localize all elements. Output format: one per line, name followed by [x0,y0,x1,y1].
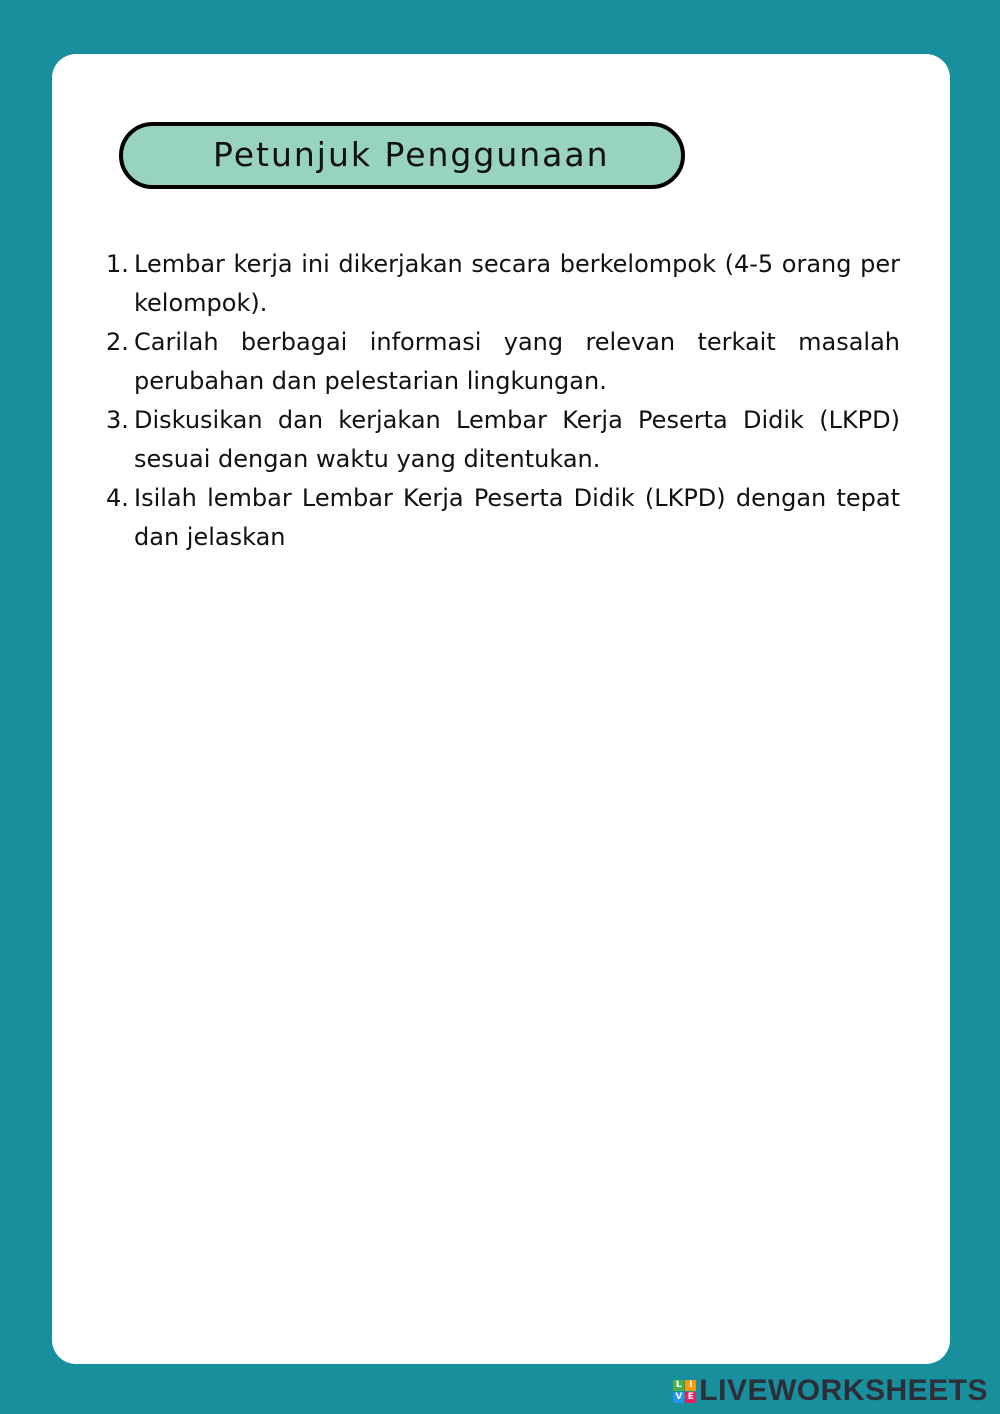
logo-letter-l: L [673,1380,684,1391]
logo-letter-e: E [685,1392,696,1403]
liveworksheets-logo-icon [673,1380,696,1403]
list-item [106,245,900,323]
logo-letter-i: I [685,1380,696,1391]
list-item [106,401,900,479]
list-text: Lembar kerja ini dikerjakan secara berkelompok (4-5 orang per kelompok). [134,250,900,317]
list-number: 2. [106,328,129,356]
list-number: 3. [106,406,129,434]
list-number: 1. [106,250,129,278]
liveworksheets-watermark [673,1374,988,1408]
logo-letter-v: V [673,1392,684,1403]
list-item [106,479,900,557]
list-number: 4. [106,484,129,512]
list-item [106,323,900,401]
title-banner [119,122,685,189]
brand-name: LIVEWORKSHEETS [699,1374,988,1407]
list-text: Carilah berbagai informasi yang relevan terkait masalah perubahan dan pelestarian lingkungan. [134,328,900,395]
list-text: Isilah lembar Lembar Kerja Peserta Didik (LKPD) dengan tepat dan jelaskan [134,484,900,551]
instruction-list [106,245,900,557]
page-title: Petunjuk Penggunaan [213,135,610,174]
list-text: Diskusikan dan kerjakan Lembar Kerja Peserta Didik (LKPD) sesuai dengan waktu yang ditentukan. [134,406,900,473]
